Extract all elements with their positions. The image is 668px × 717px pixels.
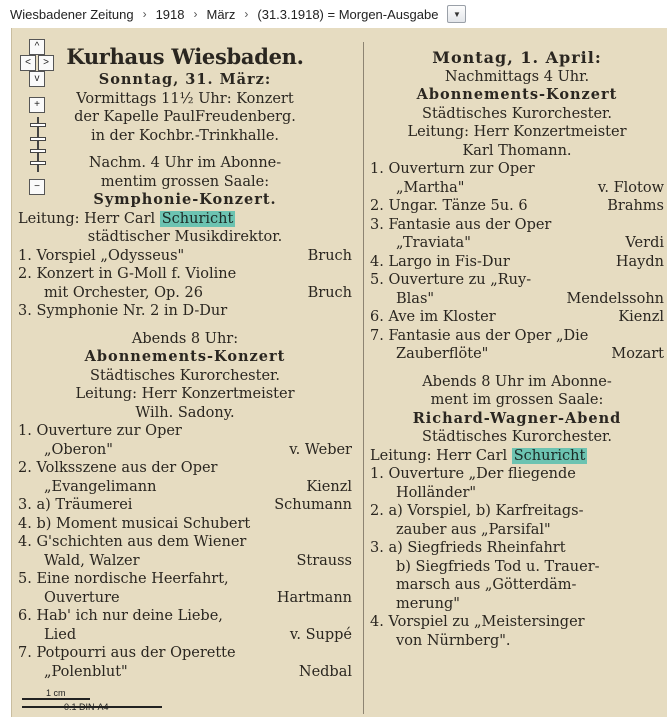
zoom-slider-handle[interactable] <box>30 123 46 127</box>
text-line: Leitung: Herr Konzertmeister <box>75 386 295 402</box>
program-item <box>18 441 352 460</box>
text-line: Vormittags 11½ Uhr: Konzert <box>76 90 294 107</box>
item-title: „Oberon" <box>44 441 113 458</box>
text-line: Wilh. Sadony. <box>135 404 235 421</box>
text-line <box>370 447 664 466</box>
item-title: Ouverture <box>44 589 120 606</box>
item-composer: Kienzl <box>618 309 664 325</box>
program-item: 1. Ouverture zur Oper <box>18 423 182 439</box>
zoom-in-button[interactable] <box>29 97 45 113</box>
pan-left-button[interactable] <box>20 55 36 71</box>
item-composer: Haydn <box>615 253 664 270</box>
text-line: Leitung: Herr Konzertmeister <box>407 124 627 140</box>
program-item: 7. Potpourri aus der Operette <box>18 645 236 661</box>
item-title: „Evangelimann <box>44 478 157 495</box>
search-highlight[interactable]: Schuricht <box>513 447 586 464</box>
item-title: Blas" <box>396 290 435 307</box>
item-title: „Traviata" <box>396 235 471 251</box>
program-item: 1. Ouverture „Der fliegende <box>370 466 576 482</box>
text-line: der Kapelle PaulFreudenberg. <box>74 109 296 125</box>
item-title: mit Orchester, Op. 26 <box>44 284 203 301</box>
program-item <box>370 290 664 309</box>
text-fragment: Leitung: Herr Carl <box>370 447 512 464</box>
page-headline: Kurhaus Wiesbaden. <box>66 44 304 69</box>
date-heading: Montag, 1. April: <box>432 49 602 67</box>
item-title: 3. a) Träumerei <box>18 497 133 513</box>
program-item: 2. a) Vorspiel, b) Karfreitags- <box>370 503 584 519</box>
arrow-down-icon: v <box>34 73 40 84</box>
program-item: von Nürnberg". <box>396 632 511 649</box>
column-left <box>18 43 352 681</box>
newspaper-page-viewer[interactable] <box>11 28 667 717</box>
zoom-level-tick[interactable] <box>30 161 46 165</box>
zoom-level-tick[interactable] <box>30 149 46 153</box>
item-composer: Mozart <box>611 346 664 362</box>
program-item <box>370 308 664 327</box>
program-item <box>18 589 352 608</box>
program-item: 5. Eine nordische Heerfahrt, <box>18 571 229 587</box>
program-item: 2. Volksszene aus der Oper <box>18 460 218 476</box>
program-item: 7. Fantasie aus der Oper „Die <box>370 327 589 344</box>
text-line: Städtisches Kurorchester. <box>422 105 612 122</box>
program-item: 4. Vorspiel zu „Meistersinger <box>370 614 585 630</box>
pan-right-button[interactable] <box>38 55 54 71</box>
program-item <box>18 496 352 515</box>
search-highlight[interactable]: Schuricht <box>161 210 234 227</box>
item-composer: Nedbal <box>298 663 352 680</box>
map-navigation-control <box>18 39 58 199</box>
zoom-out-button[interactable] <box>29 179 45 195</box>
text-line: Nachmittags 4 Uhr. <box>444 68 590 85</box>
text-line: ment im grossen Saale: <box>430 392 604 408</box>
text-line <box>18 210 352 229</box>
item-composer: Mendelssohn <box>566 290 664 307</box>
breadcrumb-year[interactable]: 1918 <box>155 6 185 22</box>
item-title: Wald, Walzer <box>44 552 140 569</box>
text-fragment: Leitung: Herr Carl <box>18 210 160 227</box>
item-composer: Brahms <box>607 198 664 214</box>
breadcrumb-separator: › <box>244 7 249 21</box>
issue-dropdown-button[interactable] <box>447 5 466 23</box>
program-item <box>18 663 352 682</box>
zoom-level-tick[interactable] <box>30 137 46 141</box>
scale-bar <box>22 688 162 712</box>
text-line: Städtisches Kurorchester. <box>422 429 612 445</box>
breadcrumb-separator: › <box>193 7 198 21</box>
program-item: 5. Ouverture zu „Ruy- <box>370 272 532 288</box>
item-composer: v. Suppé <box>289 626 352 643</box>
item-title: 1. Vorspiel „Odysseus" <box>18 247 185 264</box>
scale-label-din: 0.1 DIN-A4 <box>64 702 109 712</box>
program-item: zauber aus „Parsifal" <box>396 521 551 538</box>
column-right <box>370 49 664 650</box>
text-line: Nachm. 4 Uhr im Abonne- <box>88 155 282 171</box>
breadcrumb-month[interactable]: März <box>206 6 236 22</box>
minus-icon: − <box>34 181 40 192</box>
program-item <box>370 345 664 364</box>
text-line: Abends 8 Uhr im Abonne- <box>422 373 612 390</box>
program-item: marsch aus „Götterdäm- <box>396 577 577 593</box>
pan-down-button[interactable] <box>29 71 45 87</box>
text-line: Abends 8 Uhr: <box>131 330 239 347</box>
program-item: 3. Fantasie aus der Oper <box>370 216 552 233</box>
program-item: 3. Symphonie Nr. 2 in D-Dur <box>18 303 228 319</box>
item-composer: Hartmann <box>276 589 352 606</box>
breadcrumb-separator: › <box>142 7 147 21</box>
scale-label-cm: 1 cm <box>46 688 66 698</box>
item-composer: Bruch <box>307 247 352 264</box>
item-composer: Schumann <box>274 497 352 513</box>
item-composer: v. Weber <box>289 441 352 458</box>
breadcrumb-newspaper[interactable]: Wiesbadener Zeitung <box>10 6 134 22</box>
program-item <box>18 284 352 303</box>
item-title: „Polenblut" <box>44 663 128 680</box>
program-item <box>18 552 352 571</box>
program-item: 1. Ouverturn zur Oper <box>370 161 535 177</box>
text-line: Städtisches Kurorchester. <box>90 367 280 384</box>
text-line: in der Kochbr.-Trinkhalle. <box>90 127 280 144</box>
scale-bar-cm <box>22 698 90 700</box>
program-item: merung" <box>396 595 460 612</box>
item-composer: Bruch <box>307 284 352 301</box>
item-composer: Verdi <box>625 235 664 251</box>
item-title: 2. Ungar. Tänze 5u. 6 <box>370 198 528 214</box>
program-item: 3. a) Siegfrieds Rheinfahrt <box>370 540 566 556</box>
item-composer: Strauss <box>296 552 352 569</box>
item-composer: Kienzl <box>306 478 352 495</box>
arrow-left-icon: < <box>25 57 31 68</box>
breadcrumb <box>0 0 668 28</box>
arrow-right-icon: > <box>43 57 49 68</box>
program-item <box>370 197 664 216</box>
text-line: mentim grossen Saale: <box>100 173 270 190</box>
item-title: Lied <box>44 626 77 643</box>
text-line: städtischer Musikdirektor. <box>87 229 283 245</box>
concert-heading: Symphonie-Konzert. <box>93 191 277 208</box>
item-title: 6. Ave im Kloster <box>370 309 496 325</box>
program-item: b) Siegfrieds Tod u. Trauer- <box>396 558 600 575</box>
program-item: Holländer" <box>396 484 477 501</box>
concert-heading: Abonnements-Konzert <box>84 348 286 365</box>
program-item <box>18 626 352 645</box>
program-item: 4. b) Moment musicai Schubert <box>18 515 251 532</box>
arrow-up-icon: ^ <box>34 41 40 52</box>
pan-up-button[interactable] <box>29 39 45 55</box>
date-heading: Sonntag, 31. März: <box>98 71 272 88</box>
chevron-down-icon: ▼ <box>452 9 461 19</box>
column-divider <box>363 42 364 714</box>
item-composer: v. Flotow <box>597 179 664 196</box>
program-item <box>370 253 664 272</box>
item-title: 4. Largo in Fis-Dur <box>370 253 510 270</box>
program-item <box>18 247 352 266</box>
program-item: 4. G'schichten aus dem Wiener <box>18 534 247 550</box>
item-title: „Martha" <box>396 179 465 196</box>
program-item <box>370 234 664 253</box>
item-title: Zauberflöte" <box>396 346 489 362</box>
program-item <box>370 179 664 198</box>
plus-icon: + <box>34 99 40 110</box>
program-item <box>18 478 352 497</box>
program-item: 6. Hab' ich nur deine Liebe, <box>18 608 223 624</box>
program-item: 2. Konzert in G-Moll f. Violine <box>18 266 237 282</box>
concert-heading: Abonnements-Konzert <box>416 86 618 103</box>
concert-heading: Richard-Wagner-Abend <box>412 409 622 427</box>
breadcrumb-issue[interactable]: (31.3.1918) = Morgen-Ausgabe <box>257 6 439 22</box>
text-line: Karl Thomann. <box>462 142 572 159</box>
